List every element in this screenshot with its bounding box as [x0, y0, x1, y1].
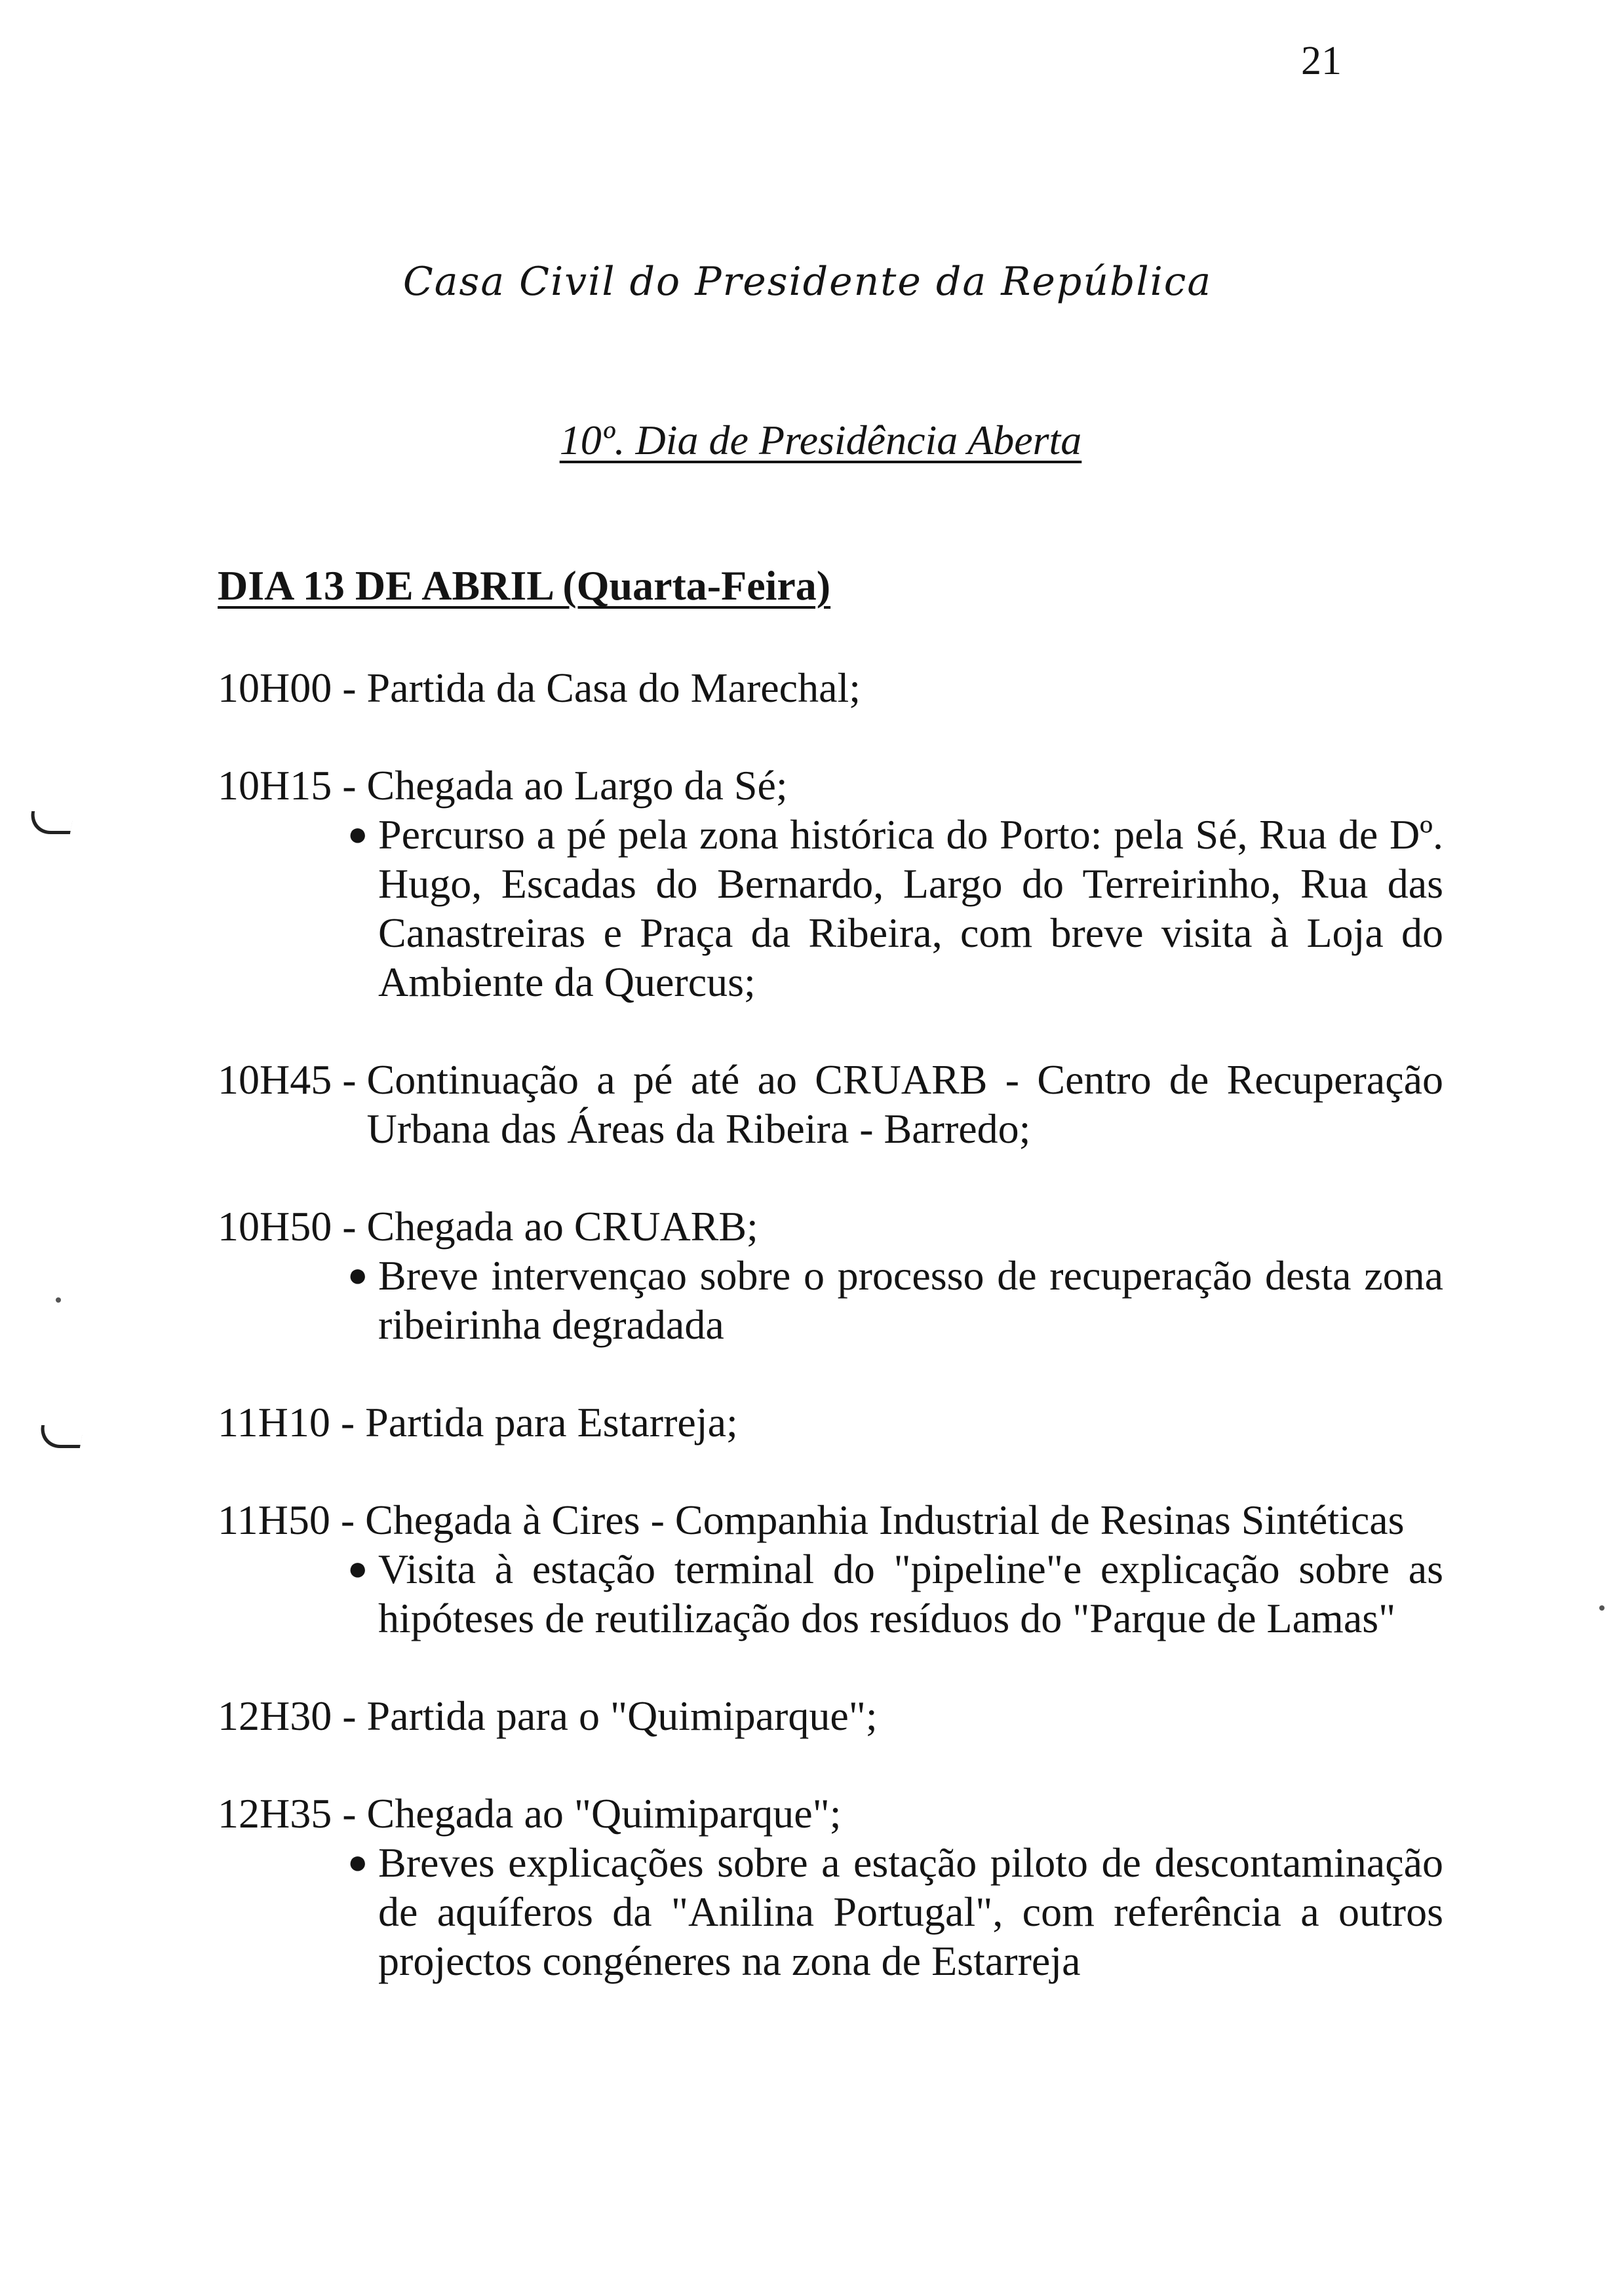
agenda-entry: [218, 1789, 1443, 1985]
agenda-entry-line: [218, 663, 1443, 712]
agenda-time: 12H35: [218, 1790, 332, 1837]
agenda-entry: [218, 1202, 1443, 1349]
bullet-dot-icon: ●: [347, 1257, 368, 1294]
agenda-description: Chegada à Cires - Companhia Industrial de Resinas Sintéticas: [365, 1497, 1405, 1543]
agenda-description: Partida para o "Quimiparque";: [366, 1693, 878, 1739]
agenda-separator: -: [330, 1399, 366, 1445]
agenda-time: 10H00: [218, 664, 332, 711]
agenda-description: Chegada ao "Quimiparque";: [366, 1790, 842, 1837]
agenda-time: 10H45: [218, 1056, 332, 1103]
agenda-description: Chegada ao CRUARB;: [366, 1203, 758, 1250]
agenda-entry-line: [218, 1495, 1443, 1544]
agenda-separator: -: [332, 762, 367, 809]
agenda-entry: [218, 1055, 1443, 1153]
agenda-entry: [218, 663, 1443, 712]
agenda-entry: [218, 1495, 1443, 1643]
agenda-description: Partida para Estarreja;: [365, 1399, 738, 1445]
page-number: 21: [1301, 39, 1342, 83]
agenda-entry-line: [218, 1055, 1443, 1153]
agenda-bullet-text: Breve intervençao sobre o processo de recuperação desta zona ribeirinha degradada: [378, 1252, 1443, 1348]
bullet-dot-icon: ●: [347, 816, 368, 853]
agenda-bullet-text: Percurso a pé pela zona histórica do Porto: pela Sé, Rua de Dº. Hugo, Escadas do Bernardo, Largo do Terreirinho, Rua das Canastreiras e Praça da Ribeira, com breve visita à Loja do Ambiente da Quercus;: [378, 811, 1443, 1005]
agenda-bullet: [218, 810, 1443, 1006]
agenda-description: Continuação a pé até ao CRUARB - Centro de Recuperação Urbana das Áreas da Ribeira - Barredo;: [366, 1056, 1443, 1152]
agenda-time: 11H50: [218, 1497, 330, 1543]
agenda-description: Chegada ao Largo da Sé;: [366, 762, 788, 809]
agenda-separator: -: [332, 1056, 367, 1103]
scan-speck: [56, 1297, 61, 1303]
agenda-separator: -: [330, 1497, 366, 1543]
agenda-time: 10H15: [218, 762, 332, 809]
agenda-entry-line: [218, 1691, 1443, 1740]
bullet-dot-icon: ●: [347, 1844, 368, 1881]
agenda-separator: -: [332, 664, 367, 711]
letterhead: Casa Civil do Presidente da República: [402, 259, 1213, 305]
agenda-time: 11H10: [218, 1399, 330, 1445]
handwritten-check-mark: [37, 1425, 84, 1448]
agenda-description: Partida da Casa do Marechal;: [366, 664, 861, 711]
agenda-entry-line: [218, 1202, 1443, 1251]
handwritten-check-mark: [28, 811, 74, 834]
document-title: 10º. Dia de Presidência Aberta: [559, 417, 1082, 463]
agenda-separator: -: [332, 1693, 367, 1739]
agenda-time: 10H50: [218, 1203, 332, 1250]
agenda-entry-line: [218, 761, 1443, 810]
agenda-separator: -: [332, 1203, 367, 1250]
agenda-time: 12H30: [218, 1693, 332, 1739]
agenda-separator: -: [332, 1790, 367, 1837]
agenda-bullet: [218, 1251, 1443, 1349]
bullet-dot-icon: ●: [347, 1550, 368, 1588]
agenda-entry: [218, 1398, 1443, 1447]
agenda-bullet: [218, 1544, 1443, 1643]
agenda-bullet: [218, 1838, 1443, 1985]
agenda-entry-line: [218, 1789, 1443, 1838]
day-heading: DIA 13 DE ABRIL (Quarta-Feira): [218, 562, 831, 609]
agenda-entry: [218, 761, 1443, 1006]
agenda-bullet-text: Visita à estação terminal do "pipeline"e explicação sobre as hipóteses de reutilização dos resíduos do "Parque de Lamas": [378, 1546, 1443, 1641]
agenda-entry-line: [218, 1398, 1443, 1447]
agenda-bullet-text: Breves explicações sobre a estação piloto de descontaminação de aquíferos da "Anilina Portugal", com referência a outros projectos congéneres na zona de Estarreja: [378, 1839, 1443, 1984]
agenda-entry: [218, 1691, 1443, 1740]
scan-speck: [1599, 1605, 1605, 1611]
agenda-list: [218, 663, 1443, 2034]
